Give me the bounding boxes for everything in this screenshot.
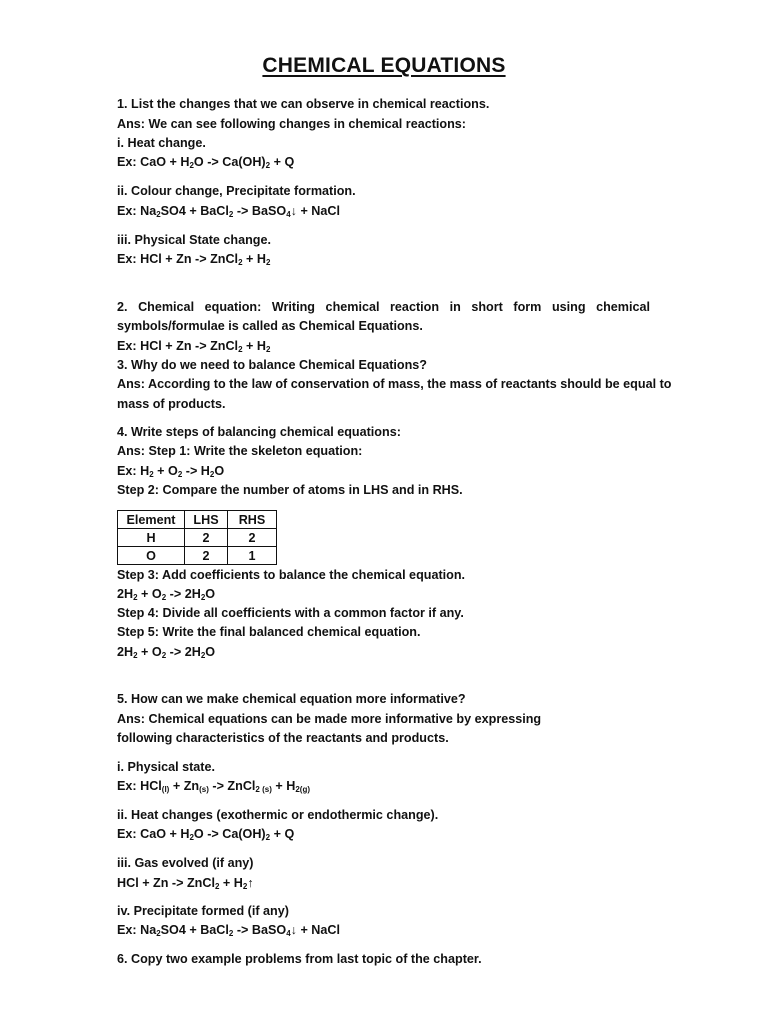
q5-precipitate-equation: Ex: $Na_2SO4$ + BaCl$_2$ -> BaSO$_4$↓ + NaCl [117,923,340,938]
q2-equation: Ex: HCl + Zn -> ZnCl$_2$ + $H_2$ [117,339,271,354]
q1-heat-equation: Ex: CaO + $H_2O -> Ca(OH)_2 + Q$ [117,155,295,170]
table-header-cell: LHS [185,511,228,529]
q1-item-state-label: iii. Physical State change. [117,233,271,247]
table-row [118,547,277,565]
q5-gas-equation: HCl + Zn -> ZnCl$_2$ + $H_2↑$ [117,876,254,891]
table-cell: 2 [185,529,228,547]
q3-answer-line2: mass of products. [117,397,226,411]
q5-question: 5. How can we make chemical equation more informative? [117,692,466,706]
table-header-row [118,511,277,529]
q5-item-precipitate-label: iv. Precipitate formed (if any) [117,904,289,918]
q1-state-equation: Ex: HCl + Zn -> ZnCl$_2$ + $H_2$ [117,252,271,267]
q4-step3: Step 3: Add coefficients to balance the chemical equation. [117,568,466,582]
q1-colour-equation: Ex: $Na_2SO4$ + BaCl$_2$ -> BaSO$_4$↓ + NaCl [117,204,340,219]
table-cell: 1 [228,547,277,565]
q5-state-equation: Ex: $HCl_{(l)} + Zn_{(s)}$ -> ZnCl$_{2 (s)}$ + $H_{2(g)}$ [117,779,310,794]
q4-step2: Step 2: Compare the number of atoms in LHS and in RHS. [117,483,463,497]
atom-count-table [117,510,277,565]
table-header-cell: RHS [228,511,277,529]
q1-answer: Ans: We can see following changes in chemical reactions: [117,117,466,131]
q5-item-state-label: i. Physical state. [117,760,216,774]
q4-step4: Step 4: Divide all coefficients with a common factor if any. [117,606,464,620]
q3-answer-line1: Ans: According to the law of conservation of mass, the mass of reactants should be equal to [117,377,672,391]
q4-step5: Step 5: Write the final balanced chemical equation. [117,625,421,639]
table-cell: 2 [228,529,277,547]
table-cell: O [118,547,185,565]
q4-question: 4. Write steps of balancing chemical equations: [117,425,401,439]
table-header-cell: Element [118,511,185,529]
q2-definition-line1: 2. Chemical equation: Writing chemical reaction in short form using chemical [117,300,650,314]
q5-item-gas-label: iii. Gas evolved (if any) [117,856,254,870]
q5-answer-line2: following characteristics of the reactants and products. [117,731,449,745]
q4-skeleton-equation: Ex: $H_2 + O_2 -> H_2O$ [117,464,225,479]
q1-question: 1. List the changes that we can observe in chemical reactions. [117,97,490,111]
q2-definition-line2: symbols/formulae is called as Chemical Equations. [117,319,423,333]
q4-step1: Ans: Step 1: Write the skeleton equation: [117,444,363,458]
table-cell: H [118,529,185,547]
q4-balanced-equation: $2H_2 + O_2 -> 2H_2O$ [117,645,216,660]
table-row [118,529,277,547]
q5-answer-line1: Ans: Chemical equations can be made more informative by expressing [117,712,542,726]
q1-item-colour-label: ii. Colour change, Precipitate formation. [117,184,356,198]
q3-question: 3. Why do we need to balance Chemical Equations? [117,358,428,372]
q1-item-heat-label: i. Heat change. [117,136,206,150]
q4-coefficient-equation: $2H_2 + O_2 -> 2H_2O$ [117,587,216,602]
q5-item-heat-label: ii. Heat changes (exothermic or endothermic change). [117,808,439,822]
page-title: CHEMICAL EQUATIONS [262,54,506,77]
q6-question: 6. Copy two example problems from last topic of the chapter. [117,952,482,966]
q5-heat-equation: Ex: CaO + $H_2O -> Ca(OH)_2 + Q$ [117,827,295,842]
table-cell: 2 [185,547,228,565]
